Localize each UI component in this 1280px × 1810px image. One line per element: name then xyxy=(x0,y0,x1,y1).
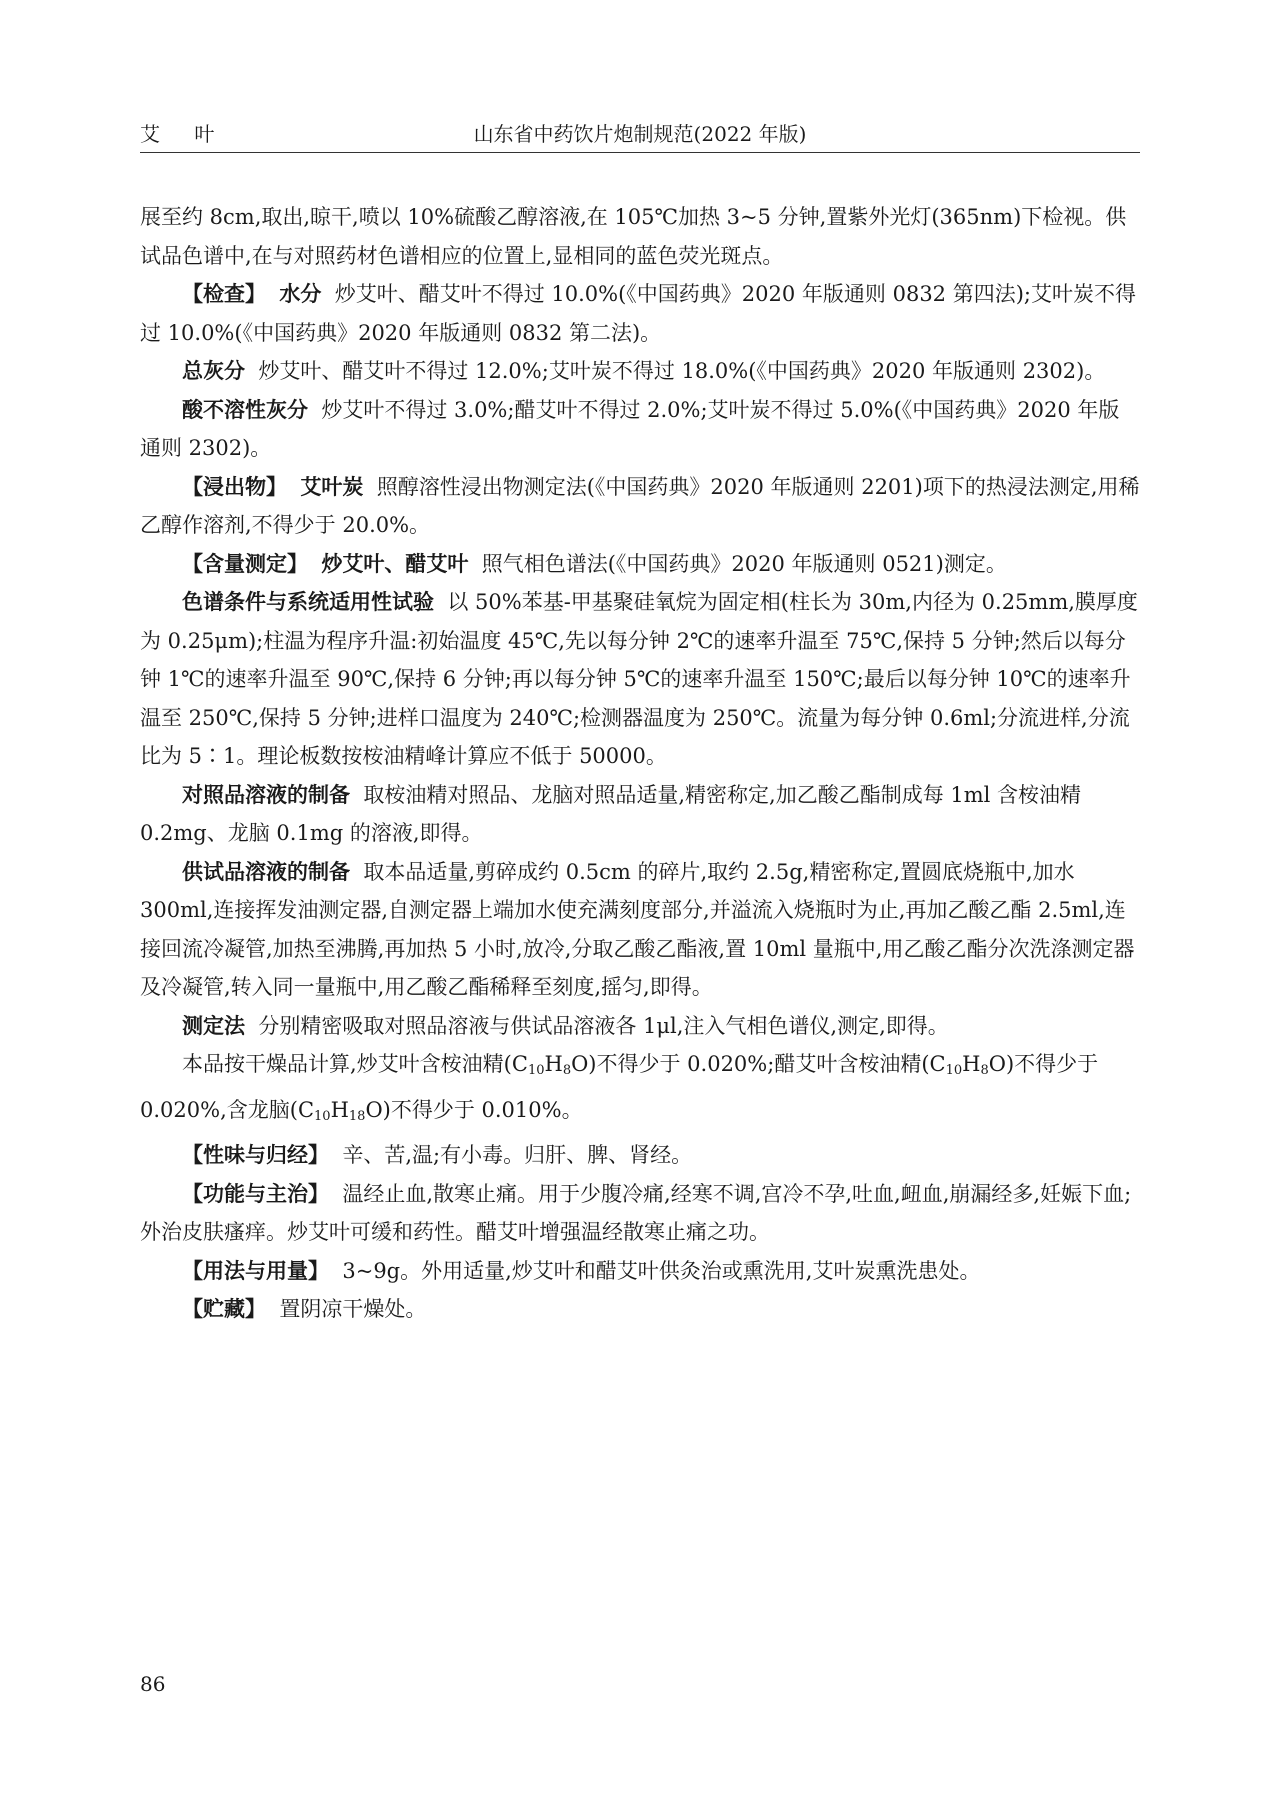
limit-subscript: 18 xyxy=(348,1108,366,1124)
paragraph-acid-insoluble-ash xyxy=(140,391,1140,468)
limit-subscript: 8 xyxy=(980,1063,989,1078)
item-text-storage: 置阴凉干燥处。 xyxy=(279,1297,427,1321)
limit-subscript: 10 xyxy=(945,1063,963,1078)
limit-text: H xyxy=(962,1052,981,1076)
item-text-usage-dosage: 3~9g。外用适量,炒艾叶和醋艾叶供灸治或熏洗用,艾叶炭熏洗患处。 xyxy=(342,1258,981,1283)
item-label-reference-solution: 对照品溶液的制备 xyxy=(182,782,350,807)
item-text-acid-insoluble-ash: 炒艾叶不得过 3.0%;醋艾叶不得过 2.0%;艾叶炭不得过 5.0%(《中国药典》2020 年版通则 2302)。 xyxy=(140,397,1120,460)
paragraph-total-ash xyxy=(140,352,1140,391)
limit-text: O)不得少于 0.010%。 xyxy=(365,1097,583,1122)
limit-text: H xyxy=(330,1097,349,1122)
paragraph-nature-meridian xyxy=(140,1136,1140,1175)
section-heading-assay: 【含量测定】 xyxy=(182,551,308,576)
item-text-actions-indications: 温经止血,散寒止痛。用于少腹冷痛,经寒不调,宫冷不孕,吐血,衄血,崩漏经多,妊娠下血;外治皮肤瘙痒。炒艾叶可缓和药性。醋艾叶增强温经散寒止痛之功。 xyxy=(140,1181,1132,1244)
item-text-procedure: 分别精密吸取对照品溶液与供试品溶液各 1μl,注入气相色谱仪,测定,即得。 xyxy=(258,1013,949,1038)
item-label-chromatographic-conditions: 色谱条件与系统适用性试验 xyxy=(182,590,434,614)
item-label-acid-insoluble-ash: 酸不溶性灰分 xyxy=(182,397,308,422)
item-label-extractives: 艾叶炭 xyxy=(300,474,364,499)
item-text-extractives: 照醇溶性浸出物测定法(《中国药典》2020 年版通则 2201)项下的热浸法测定,用稀乙醇作溶剂,不得少于 20.0%。 xyxy=(140,474,1140,537)
item-label-procedure: 测定法 xyxy=(182,1013,245,1038)
item-label-total-ash: 总灰分 xyxy=(182,359,245,383)
section-heading-extractives: 【浸出物】 xyxy=(182,474,287,499)
limit-text: 本品按干燥品计算,炒艾叶含桉油精(C xyxy=(182,1052,528,1076)
limit-subscript: 10 xyxy=(314,1108,331,1124)
item-label-test-solution: 供试品溶液的制备 xyxy=(182,859,350,884)
item-label-assay: 炒艾叶、醋艾叶 xyxy=(321,551,469,576)
section-heading-nature-meridian: 【性味与归经】 xyxy=(182,1143,329,1167)
paragraph-reference-solution xyxy=(140,776,1140,853)
paragraph-content-limit xyxy=(140,1045,1140,1136)
page-body xyxy=(140,198,1140,1329)
paragraph-usage-dosage xyxy=(140,1252,1140,1291)
paragraph-actions-indications xyxy=(140,1175,1140,1252)
limit-text: H xyxy=(544,1052,563,1076)
section-heading-actions-indications: 【功能与主治】 xyxy=(182,1181,329,1206)
paragraph-extractives xyxy=(140,468,1140,545)
limit-text: O)不得少于 0.020%;醋艾叶含桉油精(C xyxy=(571,1052,946,1076)
paragraph-assay xyxy=(140,545,1140,584)
item-text-test-solution: 取本品适量,剪碎成约 0.5cm 的碎片,取约 2.5g,精密称定,置圆底烧瓶中,加水 300ml,连接挥发油测定器,自测定器上端加水使充满刻度部分,并溢流入烧瓶时为止,再加乙酸乙酯 2.5ml,连接回流冷凝管,加热至沸腾,再加热 5 小时,放冷,分取乙酸乙酯液,置 10ml 量瓶中,用乙酸乙酯分次洗涤测定器及冷凝管,转入同一量瓶中,用乙酸乙酯稀释至刻度,摇匀,即得。 xyxy=(140,859,1135,999)
paragraph-tlc-continuation: 展至约 8cm,取出,晾干,喷以 10%硫酸乙醇溶液,在 105℃加热 3~5 分钟,置紫外光灯(365nm)下检视。供试品色谱中,在与对照药材色谱相应的位置上,显相同的蓝色荧光斑点。 xyxy=(140,205,1127,268)
paragraph-storage xyxy=(140,1290,1140,1329)
paragraph-inspection-water xyxy=(140,275,1140,352)
header-rule xyxy=(140,152,1140,153)
running-header-left: 艾 叶 xyxy=(140,122,229,146)
item-text-assay: 照气相色谱法(《中国药典》2020 年版通则 0521)测定。 xyxy=(481,551,1007,576)
paragraph-procedure xyxy=(140,1007,1140,1046)
section-heading-usage-dosage: 【用法与用量】 xyxy=(182,1258,329,1283)
item-text-water: 炒艾叶、醋艾叶不得过 10.0%(《中国药典》2020 年版通则 0832 第四法);艾叶炭不得过 10.0%(《中国药典》2020 年版通则 0832 第二法)。 xyxy=(140,282,1136,345)
page-number: 86 xyxy=(140,1672,166,1696)
running-header-title: 山东省中药饮片炮制规范(2022 年版) xyxy=(473,122,807,146)
paragraph-test-solution xyxy=(140,853,1140,1007)
limit-subscript: 8 xyxy=(562,1063,572,1078)
item-text-nature-meridian: 辛、苦,温;有小毒。归肝、脾、肾经。 xyxy=(342,1143,693,1167)
section-heading-storage: 【贮藏】 xyxy=(182,1297,266,1321)
item-text-total-ash: 炒艾叶、醋艾叶不得过 12.0%;艾叶炭不得过 18.0%(《中国药典》2020 年版通则 2302)。 xyxy=(258,359,1106,383)
limit-text: O)不得少于 0.020%,含龙脑(C xyxy=(140,1052,1099,1122)
item-text-reference-solution: 取桉油精对照品、龙脑对照品适量,精密称定,加乙酸乙酯制成每 1ml 含桉油精 0.2mg、龙脑 0.1mg 的溶液,即得。 xyxy=(140,782,1082,845)
item-text-chromatographic-conditions: 以 50%苯基-甲基聚硅氧烷为固定相(柱长为 30m,内径为 0.25mm,膜厚度为 0.25μm);柱温为程序升温:初始温度 45℃,先以每分钟 2℃的速率升温至 75℃,保持 5 分钟;然后以每分钟 1℃的速率升温至 90℃,保持 6 分钟;再以每分钟 5℃的速率升温至 150℃;最后以每分钟 10℃的速率升温至 250℃,保持 5 分钟;进样口温度为 240℃;检测器温度为 250℃。流量为每分钟 0.6ml;分流进样,分流比为 5∶1。理论板数按桉油精峰计算应不低于 50000。 xyxy=(140,590,1138,768)
section-heading-inspection: 【检查】 xyxy=(182,282,266,306)
paragraph-chromatographic-conditions xyxy=(140,583,1140,776)
limit-subscript: 10 xyxy=(527,1063,545,1078)
item-label-water: 水分 xyxy=(279,282,322,306)
